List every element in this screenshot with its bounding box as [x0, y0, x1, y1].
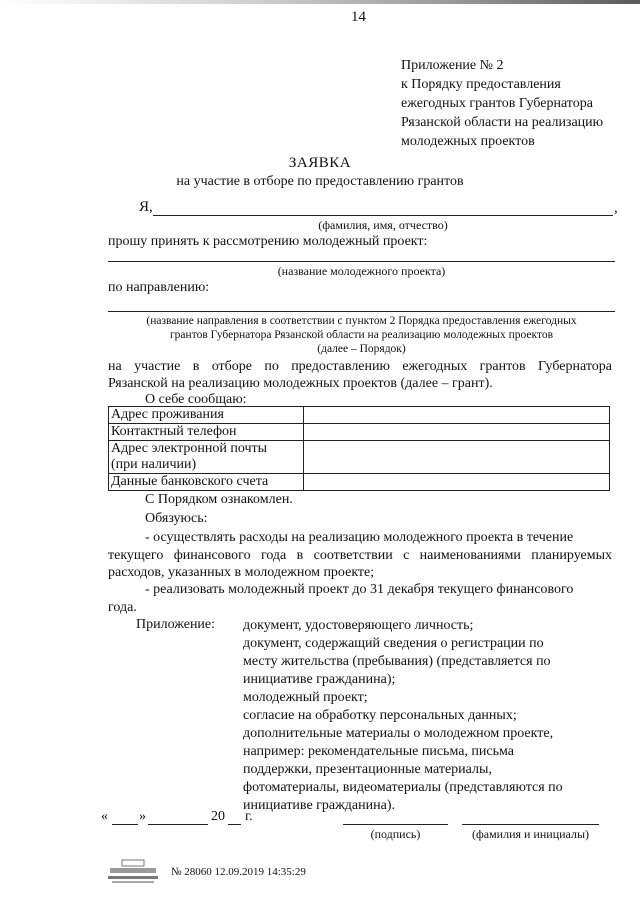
- commitment-2-line-1: - реализовать молодежный проект до 31 декабря текущего финансового: [145, 582, 574, 597]
- table-row: [109, 424, 610, 441]
- table-row: [109, 407, 610, 424]
- registry-stamp-icon: [108, 858, 158, 884]
- attachment-line: согласие на обработку персональных данных;: [243, 708, 517, 723]
- date-day-field[interactable]: [112, 824, 138, 825]
- fio-field[interactable]: [153, 215, 613, 216]
- date-month-field[interactable]: [148, 824, 208, 825]
- appendix-block: [401, 56, 603, 151]
- form-title: ЗАЯВКА: [288, 155, 352, 171]
- acquainted-text: С Порядком ознакомлен.: [145, 492, 293, 507]
- row-label: Данные банковского счета: [109, 474, 304, 491]
- attachment-line: поддержки, презентационные материалы,: [243, 762, 492, 777]
- appendix-title: Приложение № 2: [401, 58, 504, 73]
- signature-caption: (подпись): [370, 827, 421, 841]
- i-label: Я,: [139, 199, 153, 215]
- row-label-line: (при наличии): [111, 457, 197, 472]
- appendix-line: ежегодных грантов Губернатора: [401, 96, 593, 111]
- row-label: Контактный телефон: [109, 424, 304, 441]
- appendix-line: Рязанской области на реализацию: [401, 115, 604, 130]
- signature-field[interactable]: [343, 824, 448, 825]
- row-label: Адрес проживания: [109, 407, 304, 424]
- address-value-cell[interactable]: [304, 407, 610, 424]
- commitment-1-line-3: расходов, указанных в молодежном проекте;: [108, 565, 375, 580]
- appendix-line: к Порядку предоставления: [401, 77, 561, 92]
- date-year-suffix: г.: [245, 809, 253, 824]
- form-subtitle: на участие в отборе по предоставлению грантов: [176, 174, 464, 189]
- request-text: прошу принять к рассмотрению молодежный проект:: [108, 234, 428, 249]
- commitment-1-line-2: текущего финансового года в соответствии с наименованиями планируемых: [108, 548, 612, 563]
- direction-field[interactable]: [108, 311, 615, 312]
- direction-caption-line: (название направления в соответствии с пунктом 2 Порядка предоставления ежегодных: [146, 315, 577, 327]
- attachment-line: документ, содержащий сведения о регистрации по: [243, 636, 544, 651]
- oblige-text: Обязуюсь:: [145, 511, 208, 526]
- direction-caption-line: грантов Губернатора Рязанской области на реализацию молодежных проектов: [169, 329, 554, 341]
- document-registration-stamp: № 28060 12.09.2019 14:35:29: [171, 866, 306, 878]
- attachments-label: Приложение:: [136, 617, 216, 632]
- direction-caption: [108, 314, 615, 356]
- project-name-field[interactable]: [108, 261, 615, 262]
- table-row: [109, 441, 610, 474]
- attachment-line: молодежный проект;: [243, 690, 368, 705]
- attachment-line: документ, удостоверяющего личность;: [243, 618, 474, 633]
- attachment-line: инициативе гражданина).: [243, 798, 395, 813]
- commitment-2-line-2: года.: [108, 600, 137, 615]
- row-label: [109, 441, 304, 474]
- fio-caption: (фамилия, имя, отчество): [318, 218, 448, 232]
- email-value-cell[interactable]: [304, 441, 610, 474]
- about-label: О себе сообщаю:: [145, 392, 247, 407]
- attachment-line: инициативе гражданина);: [243, 672, 396, 687]
- name-initials-caption: (фамилия и инициалы): [471, 827, 590, 841]
- scan-edge: [0, 0, 640, 4]
- commitment-1-line-1: - осуществлять расходы на реализацию молодежного проекта в течение: [145, 530, 574, 545]
- comma: ,: [614, 200, 618, 216]
- row-label-line: Адрес электронной почты: [111, 441, 268, 456]
- personal-info-table: [108, 406, 610, 491]
- date-year-field[interactable]: [228, 824, 241, 825]
- name-initials-field[interactable]: [462, 824, 599, 825]
- table-row: [109, 474, 610, 491]
- participation-line-1: на участие в отборе по предоставлению ежегодных грантов Губернатора: [108, 359, 612, 374]
- bank-account-value-cell[interactable]: [304, 474, 610, 491]
- date-year-prefix: 20: [211, 809, 225, 824]
- attachment-line: фотоматериалы, видеоматериалы (представляются по: [243, 780, 563, 795]
- attachment-line: например: рекомендательные письма, письма: [243, 744, 514, 759]
- project-caption: (название молодежного проекта): [277, 264, 446, 278]
- participation-line-2: Рязанской на реализацию молодежных проектов (далее – грант).: [108, 376, 493, 391]
- appendix-line: молодежных проектов: [401, 134, 535, 149]
- date-quote-close: »: [139, 809, 146, 824]
- direction-label: по направлению:: [108, 280, 210, 295]
- direction-caption-line: (далее – Порядок): [317, 343, 406, 355]
- date-quote-open: «: [101, 809, 108, 824]
- attachment-line: месту жительства (пребывания) (представляется по: [243, 654, 551, 669]
- phone-value-cell[interactable]: [304, 424, 610, 441]
- attachment-line: дополнительные материалы о молодежном проекте,: [243, 726, 554, 741]
- page-number: 14: [351, 9, 366, 25]
- attachments-list: [243, 617, 563, 815]
